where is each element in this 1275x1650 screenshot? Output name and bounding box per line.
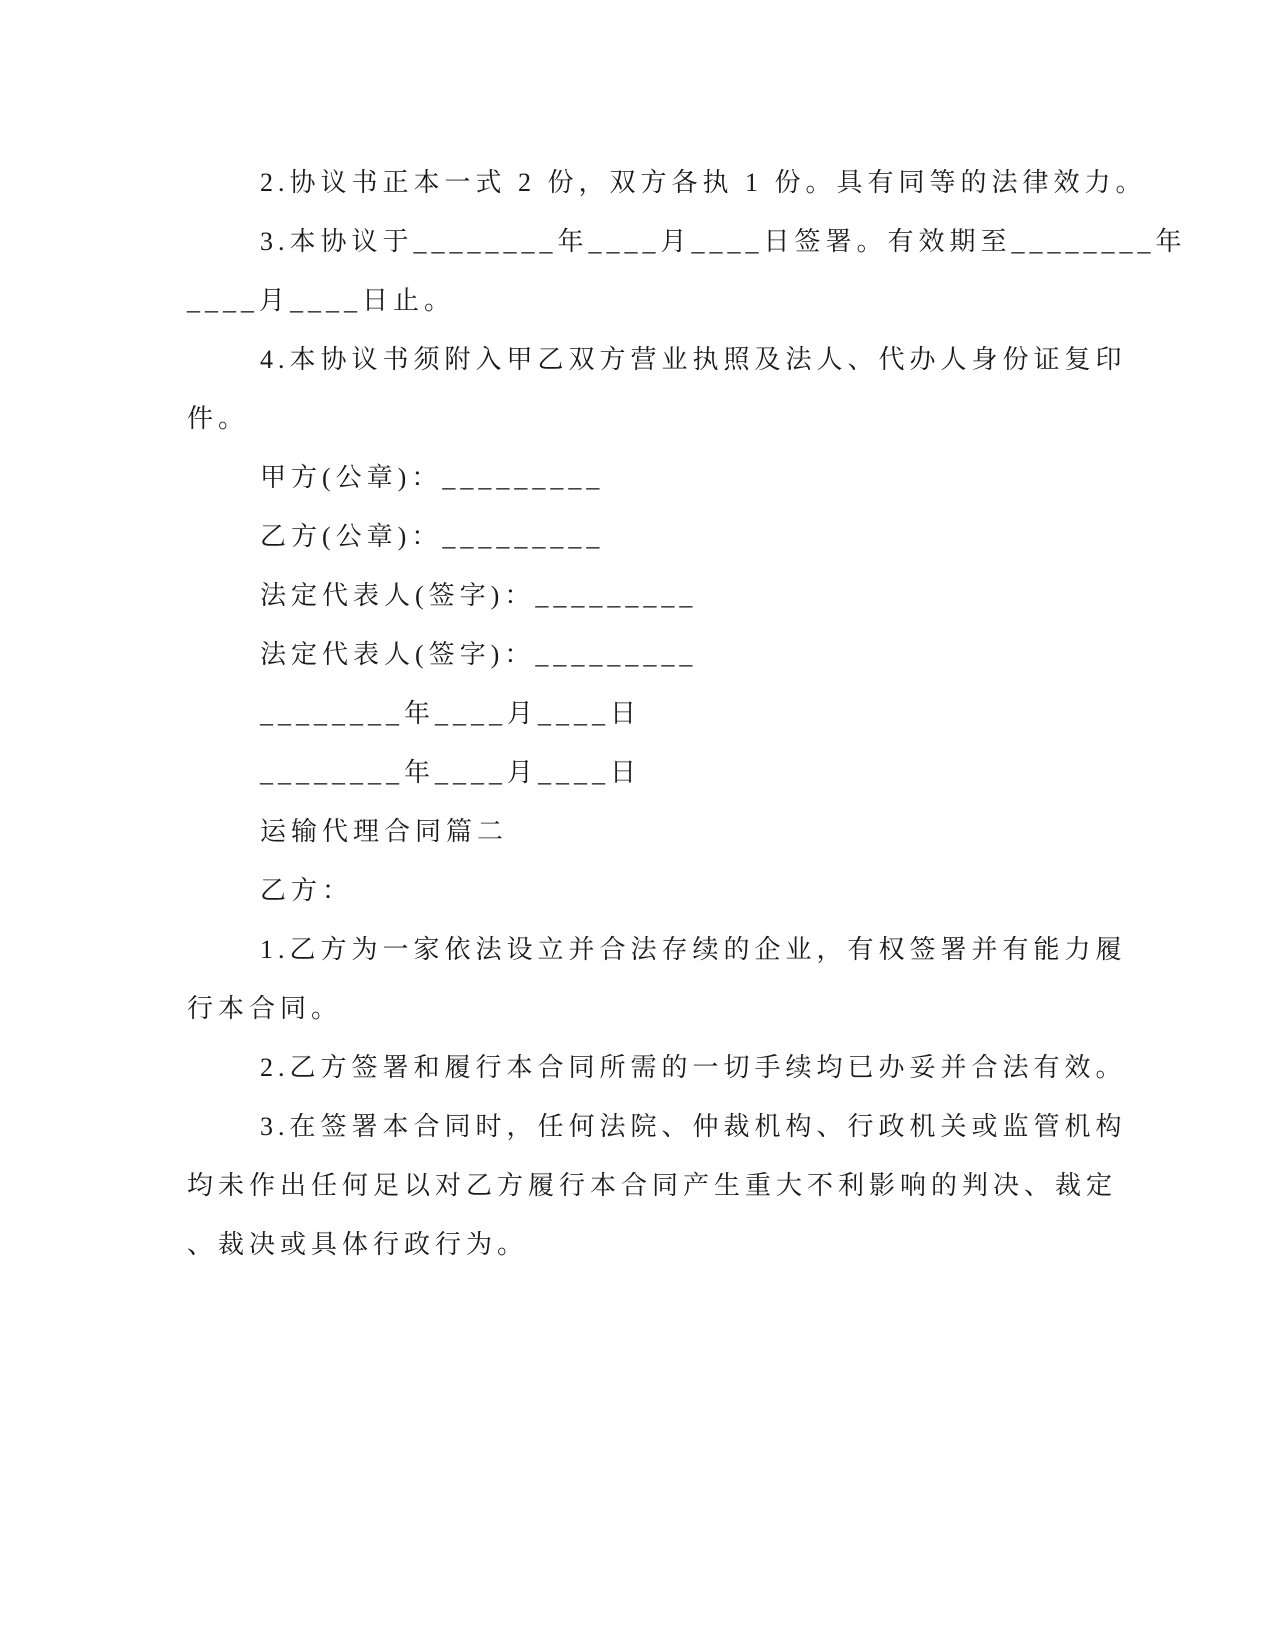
date-line-a: ________年____月____日 [260,699,642,728]
clause-1-establishment: 1.乙方为一家依法设立并合法存续的企业，有权签署并有能力履 [260,935,1127,964]
clause-3-validity-end: ____月____日止。 [187,286,456,315]
clause-3-continuation-1: 均未作出任何足以对乙方履行本合同产生重大不利影响的判决、裁定 [187,1171,1118,1200]
clause-4-continuation: 件。 [187,404,250,433]
date-line-b: ________年____月____日 [260,758,642,787]
clause-2-procedures: 2.乙方签署和履行本合同所需的一切手续均已办妥并合法有效。 [260,1053,1127,1082]
clause-4-attachments: 4.本协议书须附入甲乙双方营业执照及法人、代办人身份证复印 [260,345,1127,374]
clause-3-signing-date: 3.本协议于________年____月____日签署。有效期至________年 [260,227,1187,256]
legal-rep-signature-a: 法定代表人(签字)：_________ [260,581,698,610]
clause-3-continuation-2: 、裁决或具体行政行为。 [187,1230,529,1259]
legal-rep-signature-b: 法定代表人(签字)：_________ [260,640,698,669]
party-a-seal-line: 甲方(公章)：_________ [260,463,605,492]
clause-2-copies: 2.协议书正本一式 2 份，双方各执 1 份。具有同等的法律效力。 [260,168,1147,197]
clause-3-no-adverse-rulings: 3.在签署本合同时，任何法院、仲裁机构、行政机关或监管机构 [260,1112,1127,1141]
clause-1-continuation: 行本合同。 [187,994,343,1023]
party-b-seal-line: 乙方(公章)：_________ [260,522,605,551]
party-b-label: 乙方： [260,876,354,905]
section-heading: 运输代理合同篇二 [260,817,509,846]
